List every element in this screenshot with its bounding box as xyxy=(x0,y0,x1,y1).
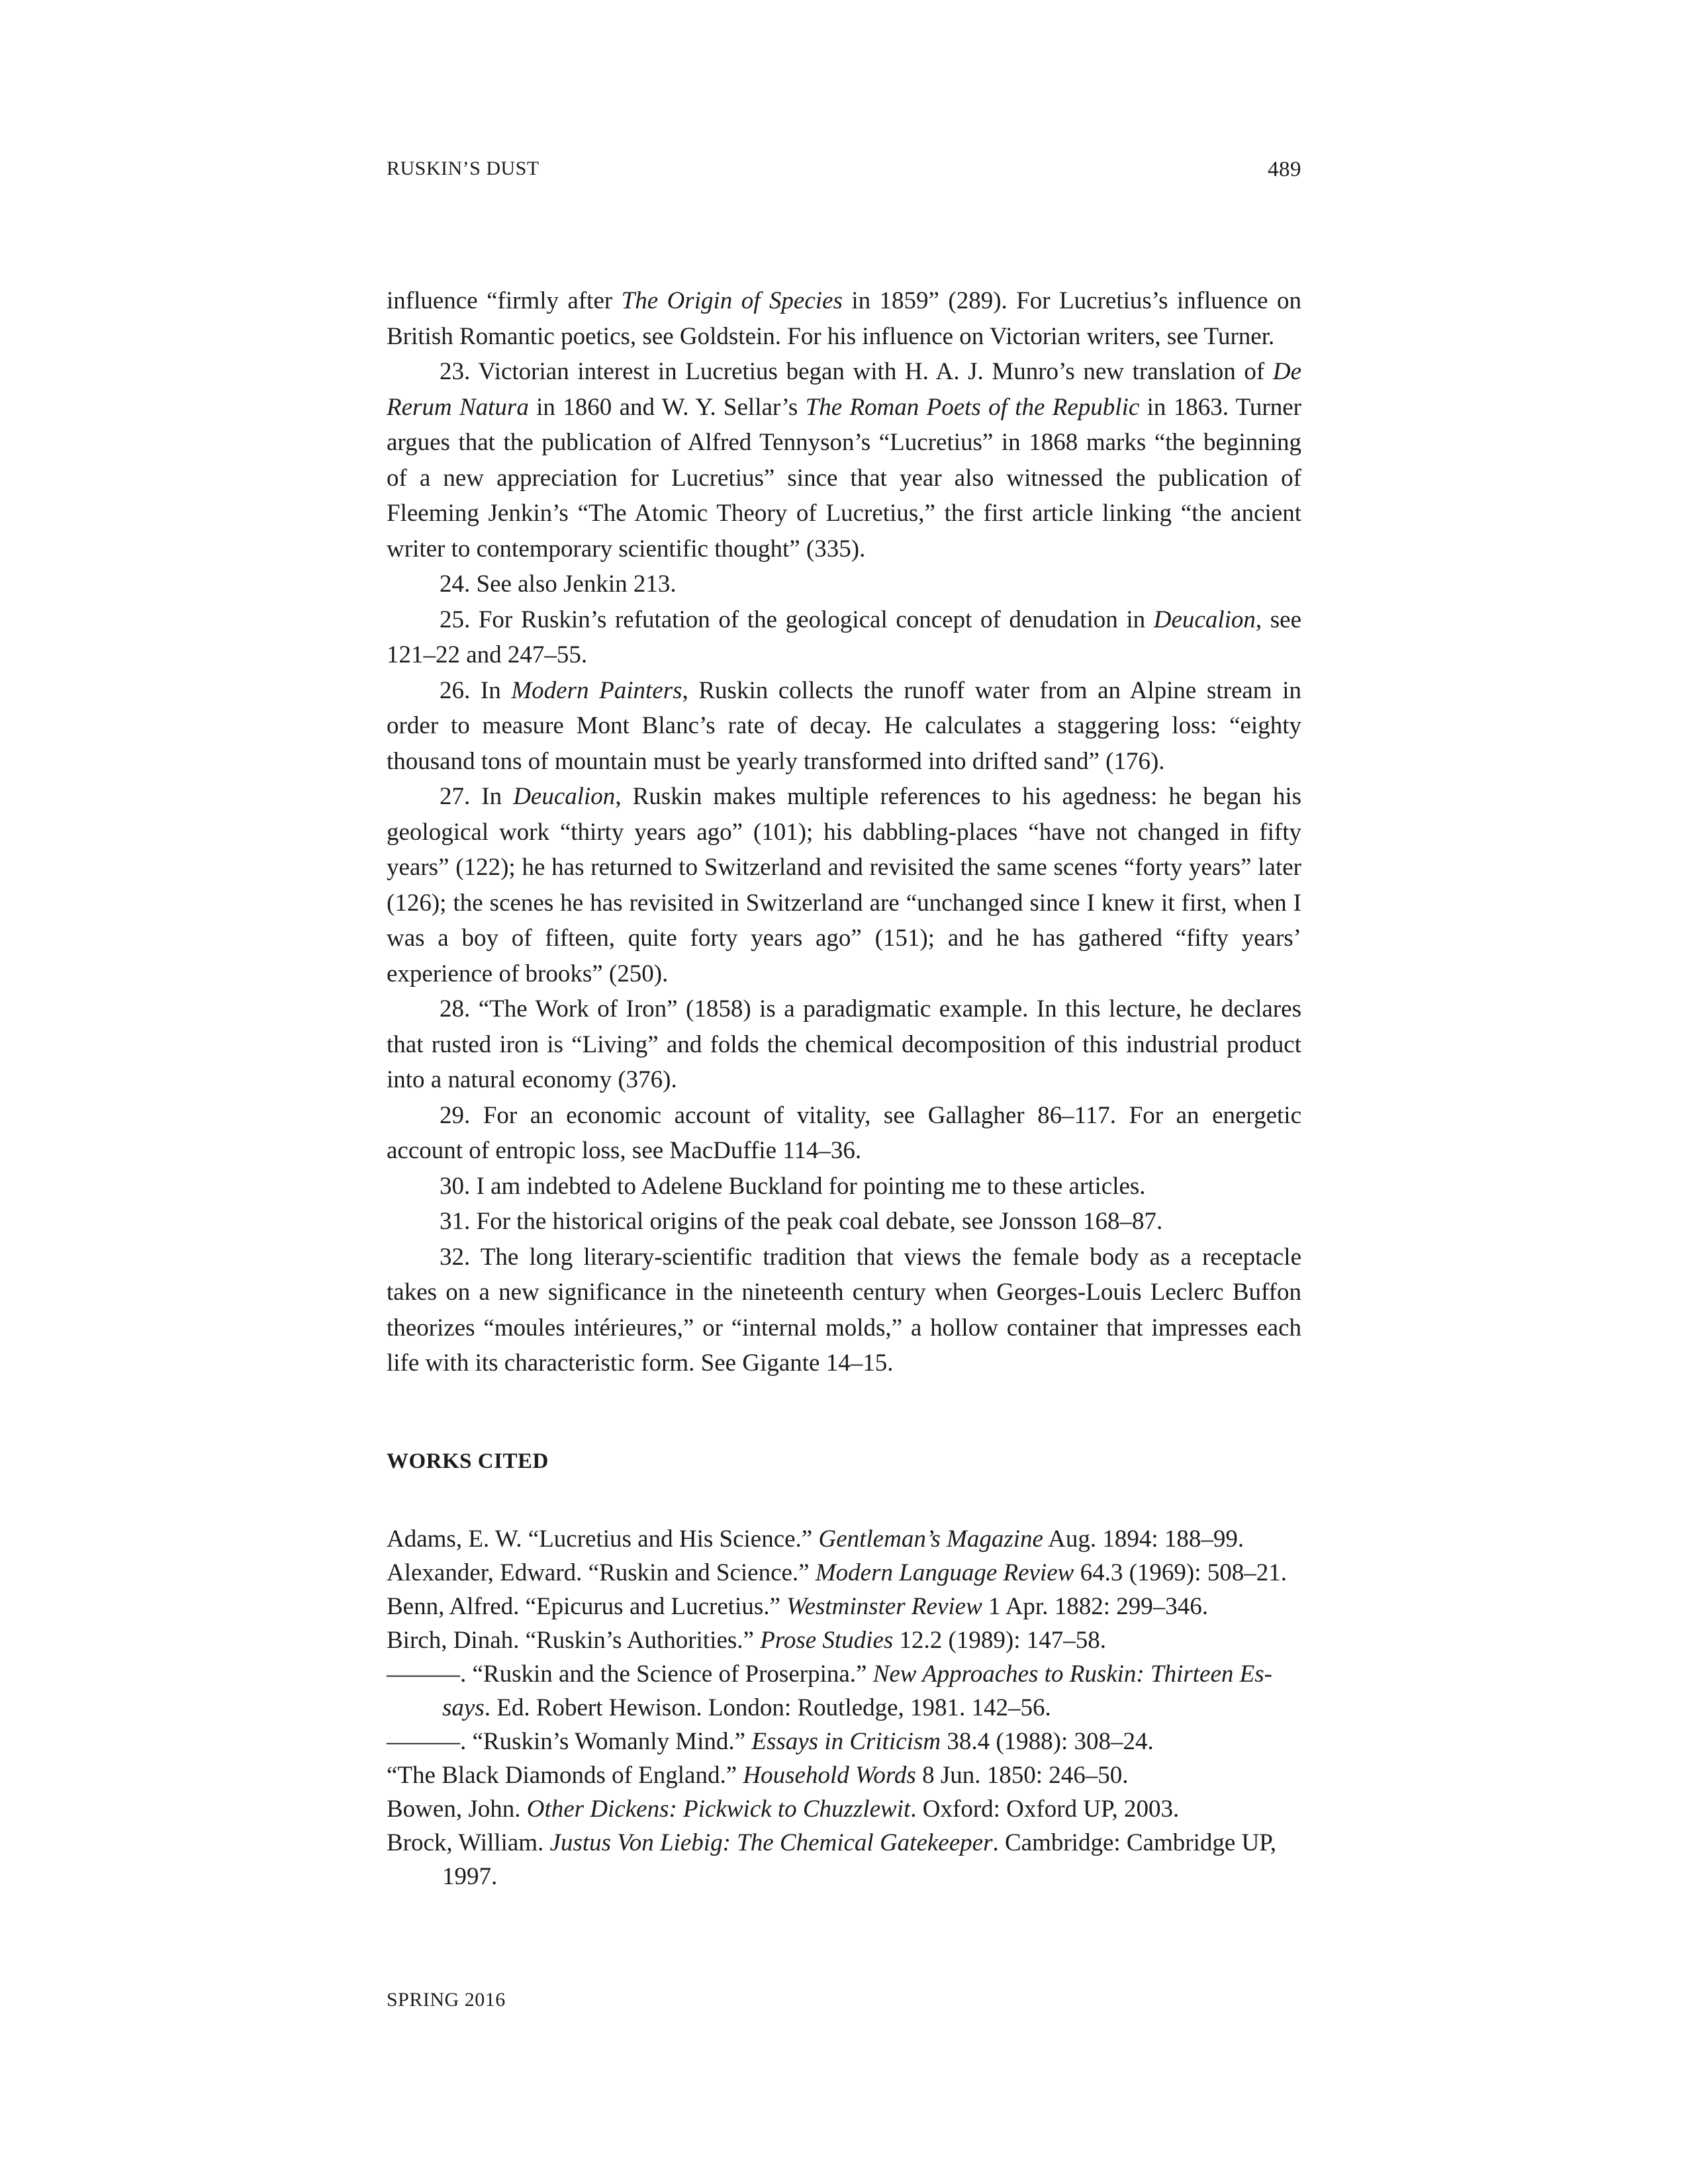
note-25 xyxy=(387,602,1301,673)
note-text: , Ruskin collects the runoff water from an Alpine stream in order to measure Mont Blanc’s rate of decay. He calculates a staggering loss: “eighty thousand tons of mountain must be yearly transformed into drifted sand” (176). xyxy=(387,676,1301,775)
note-28: 28. “The Work of Iron” (1858) is a paradigmatic example. In this lecture, he declares that rusted iron is “Living” and folds the chemical decomposition of this industrial product into a natural economy (376). xyxy=(387,995,1301,1093)
citation-entry xyxy=(387,1725,1301,1758)
citation-entry xyxy=(387,1792,1301,1826)
running-head-title: RUSKIN’S DUST xyxy=(387,158,539,179)
note-text: , see 121–22 and 247–55. xyxy=(387,606,1301,668)
citation-entry xyxy=(387,1623,1301,1657)
citation-italic: Modern Language Review xyxy=(815,1559,1074,1586)
citation-italic: New Approaches to Ruskin: Thirteen Essays xyxy=(442,1661,1272,1721)
citation-entry xyxy=(387,1657,1301,1725)
note-text: in 1859” (289). For Lucretius’s influence on British Romantic poetics, see Goldstein. For his influence on Victorian writers, see Turner. xyxy=(387,287,1302,350)
citation-text: Adams, E. W. “Lucretius and His Science.” xyxy=(387,1525,819,1553)
citation-text: . Cambridge: Cambridge UP, 1997. xyxy=(442,1829,1277,1890)
note-29: 29. For an economic account of vitality, see Gallagher 86–117. For an energetic account of entropic loss, see MacDuffie 114–36. xyxy=(387,1101,1301,1164)
note-continuation xyxy=(387,283,1301,354)
citation-italic: Justus Von Liebig: The Chemical Gatekeeper xyxy=(549,1829,993,1856)
citation-text: 12.2 (1989): 147–58. xyxy=(893,1627,1106,1654)
note-30: 30. I am indebted to Adelene Buckland for pointing me to these articles. xyxy=(440,1172,1146,1200)
citation-text: Brock, William. xyxy=(387,1829,550,1856)
note-text: 23. Victorian interest in Lucretius began with H. A. J. Munro’s new translation of xyxy=(440,358,1273,385)
citation-text: “The Black Diamonds of England.” xyxy=(387,1762,743,1789)
citation-text: 8 Jun. 1850: 246–50. xyxy=(915,1762,1129,1789)
note-23 xyxy=(387,354,1301,567)
note-text: in 1860 and W. Y. Sellar’s xyxy=(528,393,806,421)
note-italic: The Origin of Species xyxy=(621,287,843,314)
citation-italic: Other Dickens: Pickwick to Chuzzlewit xyxy=(526,1796,911,1823)
citation-italic: Household Words xyxy=(743,1762,916,1789)
citation-entry xyxy=(387,1758,1301,1792)
note-text: influence “firmly after xyxy=(387,287,622,314)
works-cited-list xyxy=(387,1522,1301,1893)
note-26 xyxy=(387,673,1301,780)
page-number: 489 xyxy=(1268,158,1301,181)
citation-text: Aug. 1894: 188–99. xyxy=(1043,1525,1244,1553)
citation-text: Bowen, John. xyxy=(387,1796,527,1823)
note-italic: Deucalion xyxy=(1153,606,1256,633)
note-32: 32. The long literary-scientific tradition that views the female body as a receptacle takes on a new significance in the nineteenth century when Georges-Louis Leclerc Buffon theorizes “moules intérieures,” or “internal molds,” a hollow container that impresses each life with its characteristic form. See Gigante 14–15. xyxy=(387,1243,1301,1377)
citation-text: 1 Apr. 1882: 299–346. xyxy=(982,1593,1208,1620)
note-italic: The Roman Poets of the Republic xyxy=(805,393,1140,421)
journal-issue-footer: SPRING 2016 xyxy=(387,1989,506,2011)
citation-entry xyxy=(387,1826,1301,1893)
citation-text: ———. “Ruskin’s Womanly Mind.” xyxy=(387,1728,752,1755)
citation-entry xyxy=(387,1590,1301,1623)
citation-text: Benn, Alfred. “Epicurus and Lucretius.” xyxy=(387,1593,787,1620)
citation-text: . Oxford: Oxford UP, 2003. xyxy=(910,1796,1180,1823)
citation-italic: Westminster Review xyxy=(786,1593,982,1620)
citation-text: 38.4 (1988): 308–24. xyxy=(941,1728,1154,1755)
citation-italic: Prose Studies xyxy=(760,1627,894,1654)
citation-text: Alexander, Edward. “Ruskin and Science.” xyxy=(387,1559,816,1586)
note-31: 31. For the historical origins of the peak coal debate, see Jonsson 168–87. xyxy=(440,1208,1163,1235)
note-text: 26. In xyxy=(440,676,512,704)
endnotes xyxy=(387,283,1301,1381)
citation-italic: Essays in Criticism xyxy=(751,1728,941,1755)
note-text: , Ruskin makes multiple references to his agedness: he began his geological work “thirty years ago” (101); his dabbling-places “have not changed in fifty years” (122); he has returned to Switzerland and revisited the same scenes “forty years” later (126); the scenes he has revisited in Switzerland are “unchanged since I knew it first, when I was a boy of fifteen, quite forty years ago” (151); and he has gathered “fifty years’ experience of brooks” (250). xyxy=(387,783,1301,987)
note-24: 24. See also Jenkin 213. xyxy=(440,570,677,598)
note-text: 25. For Ruskin’s refutation of the geological concept of denudation in xyxy=(440,606,1154,633)
citation-text: Birch, Dinah. “Ruskin’s Authorities.” xyxy=(387,1627,761,1654)
citation-italic: Gentleman’s Magazine xyxy=(818,1525,1043,1553)
citation-text: 64.3 (1969): 508–21. xyxy=(1074,1559,1288,1586)
note-italic: De Rerum Natura xyxy=(387,358,1301,421)
note-italic: Modern Painters xyxy=(511,676,682,704)
note-text: 27. In xyxy=(440,783,514,810)
running-head xyxy=(387,158,1301,184)
note-text: in 1863. Turner argues that the publication of Alfred Tennyson’s “Lucretius” in 1868 marks “the beginning of a new appreciation for Lucretius” since that year also witnessed the publication of Fleeming Jenkin’s “The Atomic Theory of Lucretius,” the first article linking “the ancient writer to contemporary scientific thought” (335). xyxy=(387,393,1301,563)
citation-text: . Ed. Robert Hewison. London: Routledge, 1981. 142–56. xyxy=(484,1694,1051,1721)
citation-entry xyxy=(387,1522,1301,1556)
works-cited-heading: WORKS CITED xyxy=(387,1449,549,1473)
note-italic: Deucalion xyxy=(513,783,616,810)
citation-text: ———. “Ruskin and the Science of Proserpina.” xyxy=(387,1661,873,1688)
note-27 xyxy=(387,779,1301,991)
citation-entry xyxy=(387,1556,1301,1590)
